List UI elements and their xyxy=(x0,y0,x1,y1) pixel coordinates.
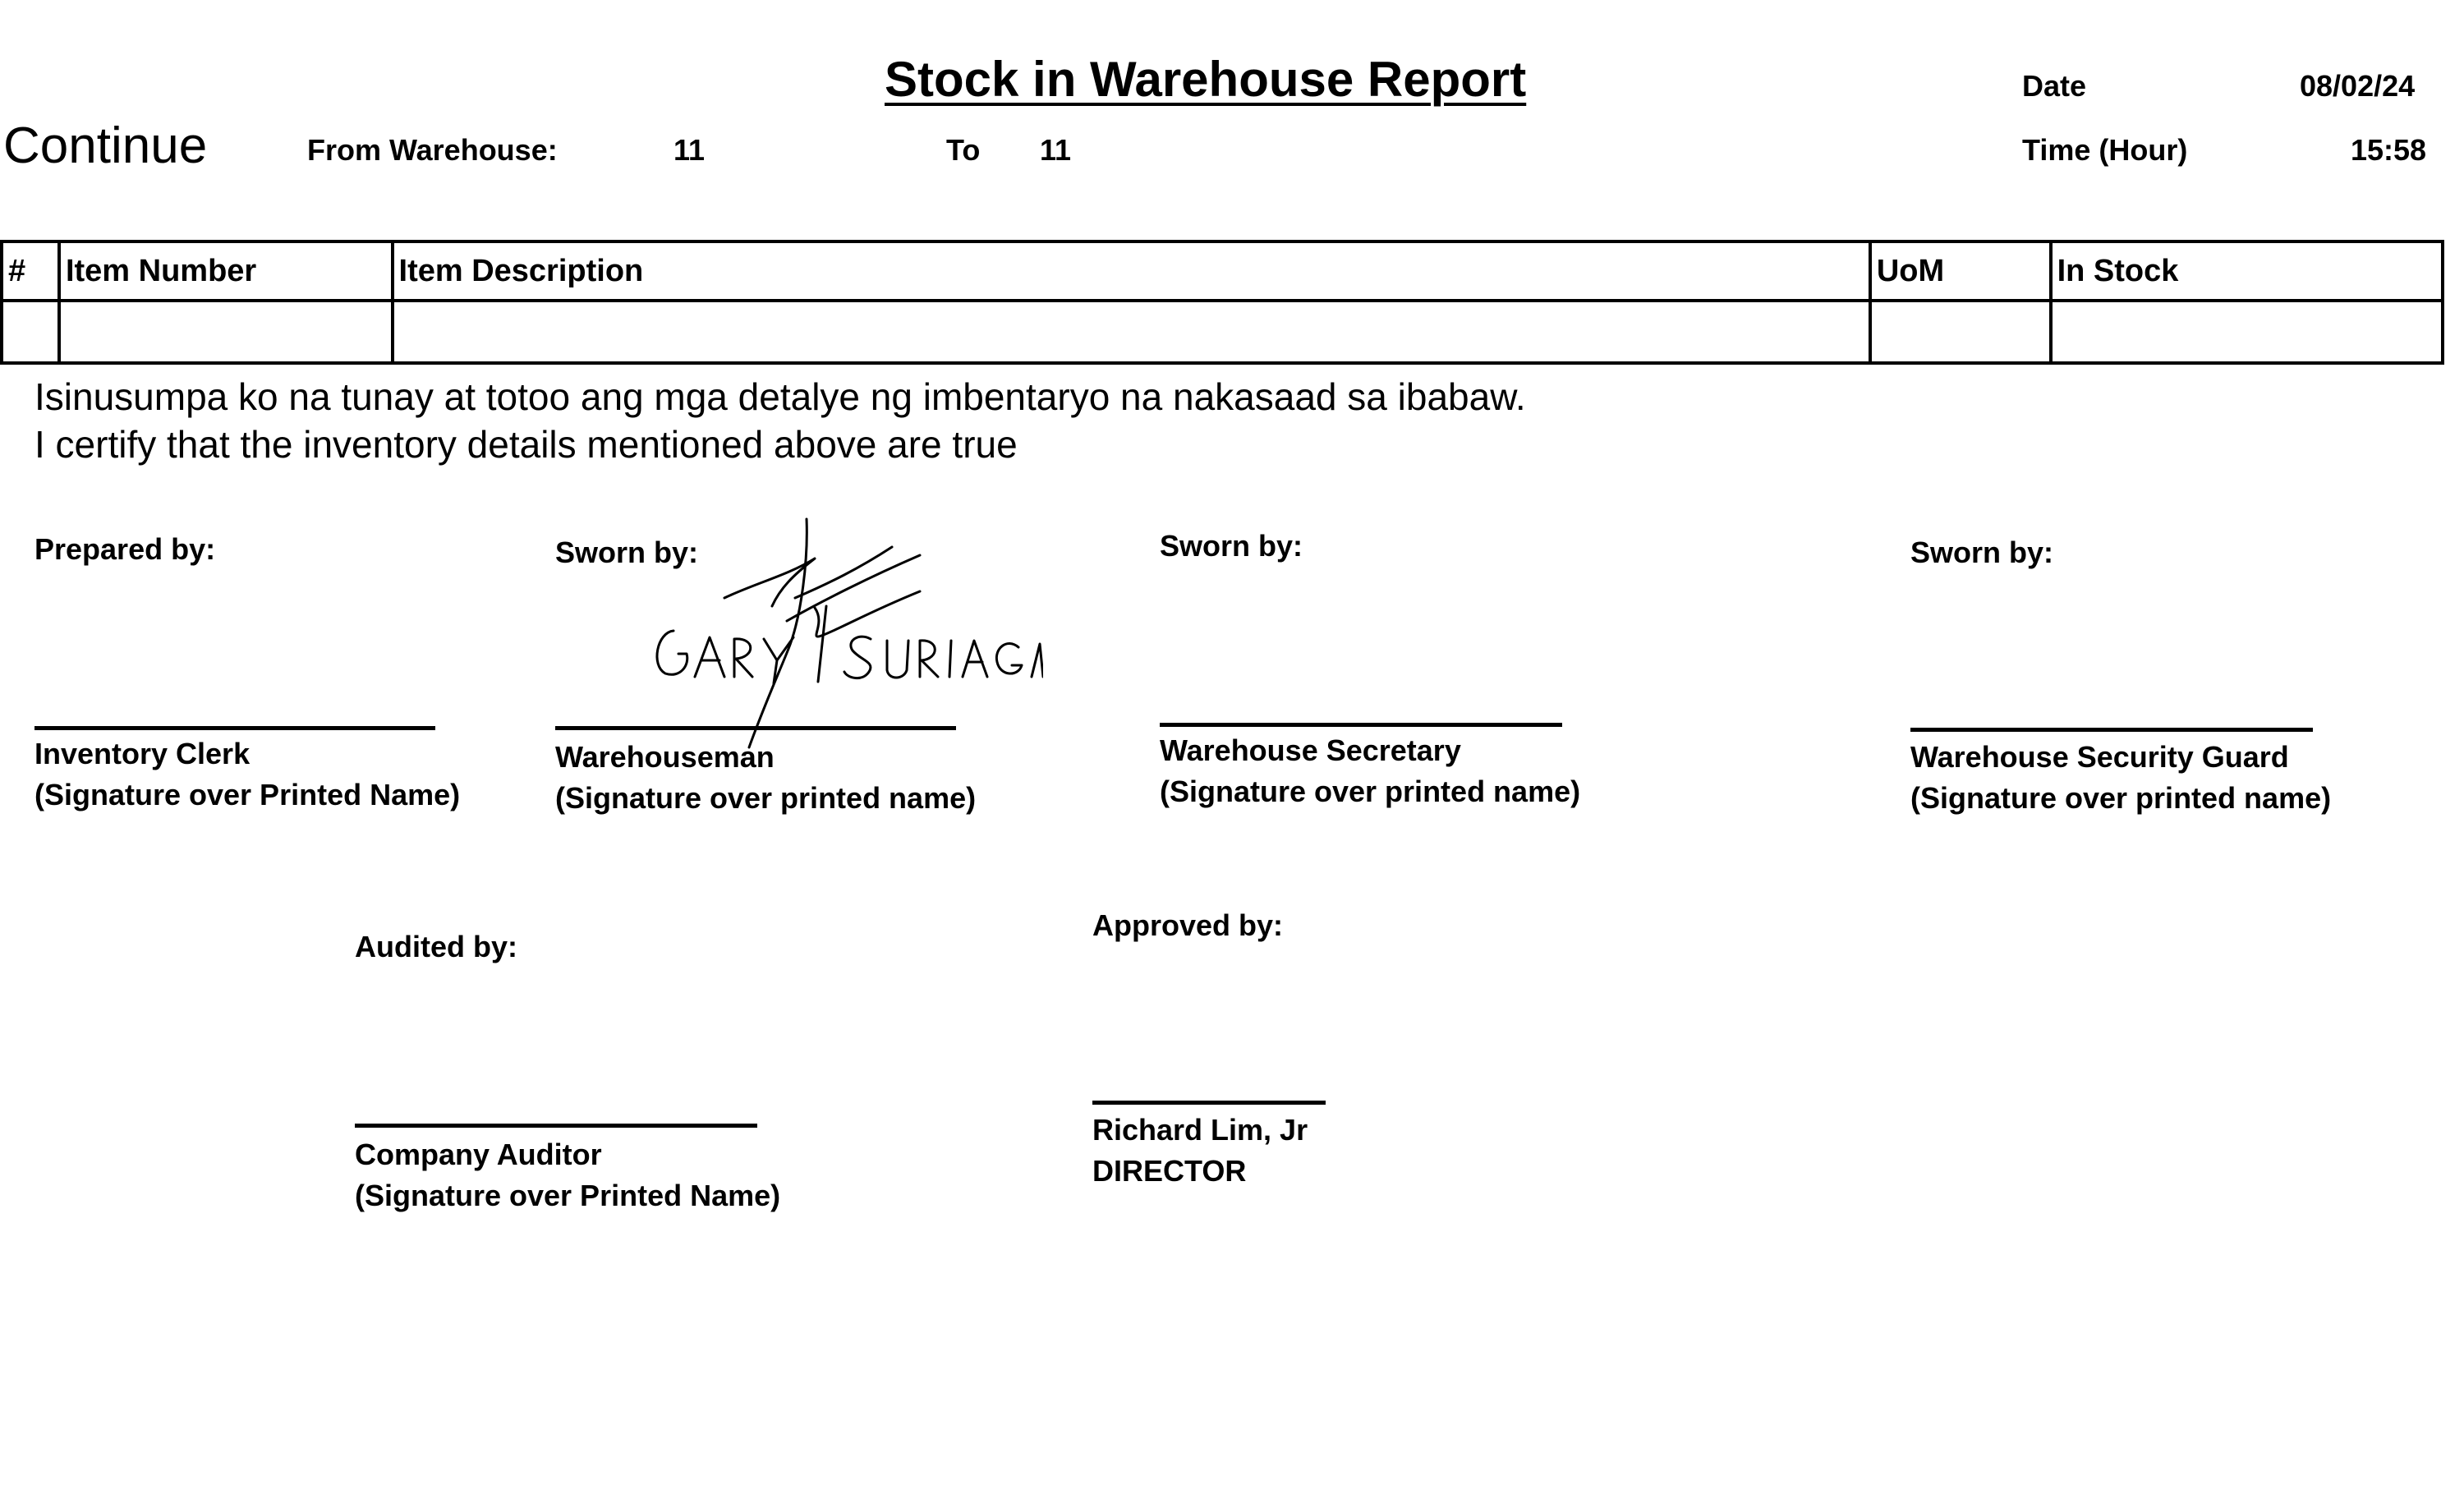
table-header-row xyxy=(2,241,2443,301)
continue-label: Continue xyxy=(3,117,208,174)
cell-uom xyxy=(1870,301,2051,363)
director-signature-line xyxy=(1092,1101,1326,1105)
table-row xyxy=(2,301,2443,363)
prepared-role: Inventory Clerk xyxy=(34,737,251,770)
certification-english: I certify that the inventory details mentioned above are true xyxy=(34,423,1018,466)
sworn-by-label-1: Sworn by: xyxy=(555,536,699,569)
time-label: Time (Hour) xyxy=(2022,133,2188,167)
secretary-role: Warehouse Secretary xyxy=(1160,733,1461,767)
col-header-in-stock: In Stock xyxy=(2051,241,2443,301)
date-label: Date xyxy=(2022,69,2087,103)
cell-item-description xyxy=(393,301,1870,363)
col-header-uom: UoM xyxy=(1870,241,2051,301)
auditor-note: (Signature over Printed Name) xyxy=(355,1179,781,1212)
cell-in-stock xyxy=(2051,301,2443,363)
from-warehouse-value: 11 xyxy=(673,133,706,167)
time-value: 15:58 xyxy=(2351,133,2427,167)
security-guard-note: (Signature over printed name) xyxy=(1910,781,2332,815)
col-header-number: # xyxy=(2,241,59,301)
warehouseman-role: Warehouseman xyxy=(555,740,775,774)
director-name: Richard Lim, Jr xyxy=(1092,1113,1308,1147)
to-warehouse-value: 11 xyxy=(1040,133,1072,167)
sworn-by-label-3: Sworn by: xyxy=(1910,536,2054,569)
col-header-item-number: Item Number xyxy=(59,241,393,301)
auditor-role: Company Auditor xyxy=(355,1138,602,1171)
sworn-by-label-2: Sworn by: xyxy=(1160,529,1303,563)
warehouseman-note: (Signature over printed name) xyxy=(555,781,977,815)
warehouseman-signature-line xyxy=(555,726,956,730)
from-warehouse-label: From Warehouse: xyxy=(307,133,558,167)
secretary-signature-line xyxy=(1160,723,1562,727)
auditor-signature-line xyxy=(355,1124,757,1128)
security-guard-role: Warehouse Security Guard xyxy=(1910,740,2289,774)
approved-by-label: Approved by: xyxy=(1092,908,1284,942)
col-header-item-description: Item Description xyxy=(393,241,1870,301)
stock-table xyxy=(0,240,2444,365)
prepared-note: (Signature over Printed Name) xyxy=(34,778,461,811)
director-role: DIRECTOR xyxy=(1092,1154,1247,1188)
audited-by-label: Audited by: xyxy=(355,930,517,963)
cell-number xyxy=(2,301,59,363)
secretary-note: (Signature over printed name) xyxy=(1160,775,1581,808)
certification-tagalog: Isinusumpa ko na tunay at totoo ang mga detalye ng imbentaryo na nakasaad sa ibabaw. xyxy=(34,375,1526,418)
cell-item-number xyxy=(59,301,393,363)
to-label: To xyxy=(946,133,981,167)
handwritten-signature xyxy=(632,509,1043,756)
prepared-signature-line xyxy=(34,726,435,730)
report-title: Stock in Warehouse Report xyxy=(885,52,1527,107)
prepared-by-label: Prepared by: xyxy=(34,532,216,566)
date-value: 08/02/24 xyxy=(2300,69,2416,103)
security-guard-signature-line xyxy=(1910,728,2313,732)
